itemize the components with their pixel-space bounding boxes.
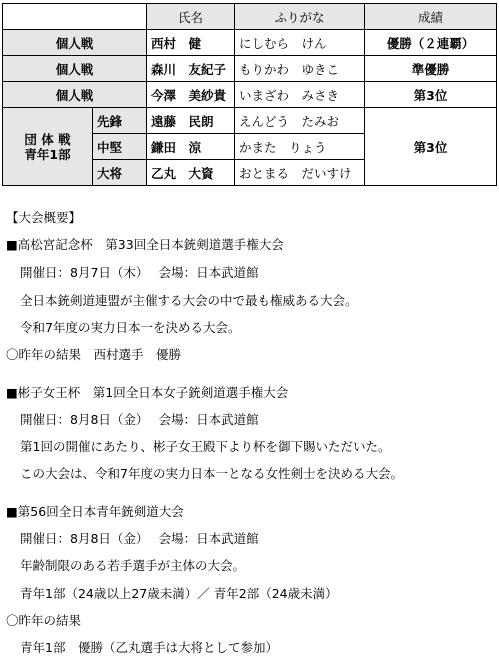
event3-title: ■第56回全日本青年銃剣道大会 xyxy=(6,504,184,519)
name-cell: 西村 健 xyxy=(147,30,235,56)
event2-date-venue: 開催日：8月8日（金） 会場：日本武道館 xyxy=(20,412,259,427)
table-row xyxy=(3,108,497,134)
kana-cell: もりかわ ゆきこ xyxy=(235,56,365,82)
team-category-line1: 団 体 戦 xyxy=(24,131,71,147)
name-cell: 鎌田 涼 xyxy=(147,134,235,160)
kana-cell: えんどう たみお xyxy=(235,108,365,134)
table-row xyxy=(3,56,497,82)
name-cell: 遠藤 民朗 xyxy=(147,108,235,134)
name-cell: 森川 友紀子 xyxy=(147,56,235,82)
event3-desc1: 年齢制限のある若手選手が主体の大会。 xyxy=(20,558,246,573)
event3-last-year-detail: 青年1部 優勝（乙丸選手は大将として参加） xyxy=(20,640,278,655)
event2-desc2: この大会は、令和7年度の実力日本一となる女性剣士を決める大会。 xyxy=(20,466,403,481)
event3-date-venue: 開催日：8月8日（金） 会場：日本武道館 xyxy=(20,531,259,546)
position-cell: 中堅 xyxy=(93,134,147,160)
team-category-cell xyxy=(3,108,93,186)
team-category-line2: 青年1部 xyxy=(24,146,71,162)
event1-desc1: 全日本銃剣道連盟が主催する大会の中で最も権威ある大会。 xyxy=(20,293,358,308)
event1-last-year: 〇昨年の結果 西村選手 優勝 xyxy=(6,347,182,362)
name-cell: 乙丸 大資 xyxy=(147,160,235,186)
position-cell: 先鋒 xyxy=(93,108,147,134)
header-result: 成績 xyxy=(365,4,497,30)
kana-cell: いまざわ みさき xyxy=(235,82,365,108)
kana-cell: おとまる だいすけ xyxy=(235,160,365,186)
event1-date-venue: 開催日：8月7日（木） 会場：日本武道館 xyxy=(20,265,259,280)
event2-title: ■彬子女王杯 第1回全日本女子銃剣道選手権大会 xyxy=(6,385,289,400)
position-cell: 大将 xyxy=(93,160,147,186)
overview-heading: 【大会概要】 xyxy=(6,210,82,225)
category-cell: 個人戦 xyxy=(3,56,147,82)
table-row xyxy=(3,30,497,56)
results-table xyxy=(2,3,497,186)
event1-desc2: 令和7年度の実力日本一を決める大会。 xyxy=(20,320,241,335)
header-row xyxy=(3,4,497,30)
event1-title: ■高松宮記念杯 第33回全日本銃剣道選手権大会 xyxy=(6,237,284,252)
result-cell: 準優勝 xyxy=(365,56,497,82)
category-cell: 個人戦 xyxy=(3,82,147,108)
event3-desc2: 青年1部（24歳以上27歳未満）／ 青年2部（24歳未満） xyxy=(20,586,338,601)
kana-cell: にしむら けん xyxy=(235,30,365,56)
header-kana: ふりがな xyxy=(235,4,365,30)
kana-cell: かまた りょう xyxy=(235,134,365,160)
name-cell: 今澤 美紗貴 xyxy=(147,82,235,108)
event3-last-year-label: 〇昨年の結果 xyxy=(6,613,82,628)
header-blank-cell xyxy=(3,4,147,30)
category-cell: 個人戦 xyxy=(3,30,147,56)
result-cell: 第3位 xyxy=(365,82,497,108)
table-row xyxy=(3,82,497,108)
event2-desc1: 第1回の開催にあたり、彬子女王殿下より杯を御下賜いただいた。 xyxy=(20,439,391,454)
result-cell: 優勝（２連覇） xyxy=(365,30,497,56)
header-name: 氏名 xyxy=(147,4,235,30)
team-result-cell: 第3位 xyxy=(365,108,497,186)
